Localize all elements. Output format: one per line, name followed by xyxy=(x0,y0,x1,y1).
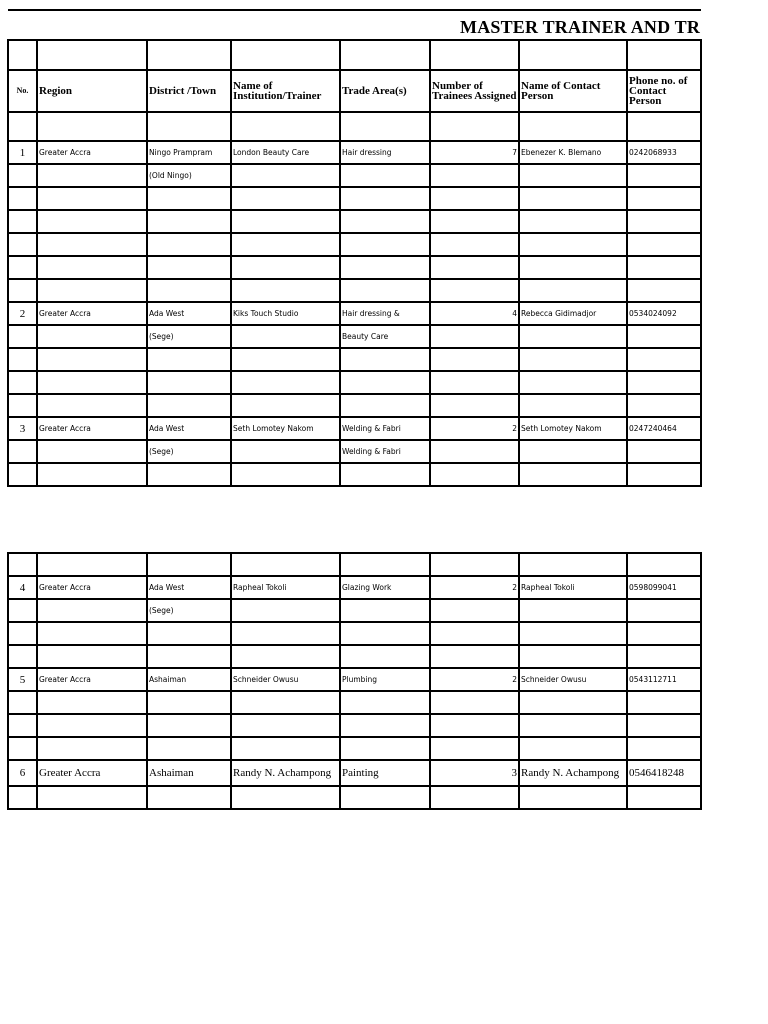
row-phone[interactable]: 0546418248 xyxy=(627,760,701,786)
row-district[interactable]: Ada West xyxy=(147,576,231,599)
cell[interactable] xyxy=(430,187,519,210)
cell[interactable] xyxy=(231,348,340,371)
cell[interactable] xyxy=(8,394,37,417)
row-trainees[interactable]: 2 xyxy=(430,417,519,440)
cell[interactable] xyxy=(519,371,627,394)
table-row xyxy=(8,576,701,599)
cell[interactable] xyxy=(37,112,147,141)
blank-row xyxy=(8,256,701,279)
cell[interactable] xyxy=(8,622,37,645)
cell[interactable] xyxy=(340,691,430,714)
row-trade[interactable]: Welding & Fabri xyxy=(340,417,430,440)
cell[interactable] xyxy=(340,40,430,70)
table-row xyxy=(8,141,701,164)
cell[interactable] xyxy=(231,737,340,760)
cell[interactable] xyxy=(37,599,147,622)
cell[interactable] xyxy=(519,210,627,233)
cell[interactable] xyxy=(627,164,701,187)
cell[interactable] xyxy=(231,371,340,394)
header-district: District /Town xyxy=(147,70,231,112)
cell[interactable] xyxy=(37,394,147,417)
cell[interactable] xyxy=(430,622,519,645)
row-contact[interactable]: Ebenezer K. Blemano xyxy=(519,141,627,164)
cell[interactable] xyxy=(231,112,340,141)
cell[interactable] xyxy=(147,279,231,302)
cell[interactable] xyxy=(519,737,627,760)
cell[interactable] xyxy=(231,440,340,463)
cell[interactable] xyxy=(8,371,37,394)
row-region[interactable]: Greater Accra xyxy=(37,576,147,599)
row-contact[interactable]: Rapheal Tokoli xyxy=(519,576,627,599)
cell[interactable] xyxy=(340,553,430,576)
cell[interactable] xyxy=(519,187,627,210)
cell[interactable] xyxy=(519,164,627,187)
cell[interactable] xyxy=(519,622,627,645)
cell[interactable] xyxy=(8,348,37,371)
row-trade[interactable]: Glazing Work xyxy=(340,576,430,599)
cell[interactable] xyxy=(37,691,147,714)
table-row xyxy=(8,164,701,187)
row-phone[interactable]: 0242068933 xyxy=(627,141,701,164)
cell[interactable] xyxy=(231,553,340,576)
cell[interactable] xyxy=(627,325,701,348)
blank-row xyxy=(8,737,701,760)
trainer-table-top xyxy=(7,9,702,487)
row-region[interactable]: Greater Accra xyxy=(37,141,147,164)
cell[interactable] xyxy=(430,394,519,417)
cell[interactable] xyxy=(340,187,430,210)
cell[interactable] xyxy=(430,714,519,737)
row-trainees[interactable]: 7 xyxy=(430,141,519,164)
cell[interactable] xyxy=(8,691,37,714)
cell[interactable] xyxy=(37,348,147,371)
cell[interactable] xyxy=(627,714,701,737)
row-institution[interactable]: Kiks Touch Studio xyxy=(231,302,340,325)
cell[interactable] xyxy=(519,325,627,348)
sheet-title: MASTER TRAINER AND TR xyxy=(460,16,701,37)
cell[interactable] xyxy=(627,691,701,714)
cell[interactable] xyxy=(37,279,147,302)
cell[interactable] xyxy=(231,394,340,417)
cell[interactable] xyxy=(340,645,430,668)
cell[interactable] xyxy=(37,210,147,233)
cell[interactable] xyxy=(231,187,340,210)
cell[interactable] xyxy=(430,599,519,622)
cell[interactable] xyxy=(231,233,340,256)
cell[interactable] xyxy=(8,112,37,141)
cell[interactable] xyxy=(231,691,340,714)
cell[interactable] xyxy=(8,325,37,348)
cell[interactable] xyxy=(627,40,701,70)
cell[interactable] xyxy=(430,112,519,141)
row-no[interactable]: 6 xyxy=(8,760,37,786)
table-row xyxy=(8,760,701,786)
cell[interactable] xyxy=(8,256,37,279)
cell[interactable] xyxy=(147,112,231,141)
cell[interactable] xyxy=(430,786,519,809)
cell[interactable] xyxy=(231,210,340,233)
cell[interactable] xyxy=(340,348,430,371)
cell[interactable] xyxy=(147,786,231,809)
cell[interactable] xyxy=(519,691,627,714)
cell[interactable] xyxy=(340,279,430,302)
blank-row xyxy=(8,40,701,70)
header-institution: Name of Institution/Trainer xyxy=(231,70,340,112)
cell[interactable] xyxy=(627,256,701,279)
cell[interactable] xyxy=(231,256,340,279)
blank-row xyxy=(8,553,701,576)
row-institution[interactable]: London Beauty Care xyxy=(231,141,340,164)
cell[interactable] xyxy=(430,40,519,70)
cell[interactable] xyxy=(430,691,519,714)
cell[interactable] xyxy=(37,737,147,760)
cell[interactable] xyxy=(37,325,147,348)
row-contact[interactable]: Seth Lomotey Nakom xyxy=(519,417,627,440)
cell[interactable] xyxy=(627,553,701,576)
cell[interactable] xyxy=(37,164,147,187)
cell[interactable] xyxy=(147,256,231,279)
cell[interactable] xyxy=(37,440,147,463)
cell[interactable] xyxy=(430,325,519,348)
cell[interactable] xyxy=(231,40,340,70)
cell[interactable] xyxy=(231,599,340,622)
blank-row xyxy=(8,348,701,371)
row-contact[interactable]: Randy N. Achampong xyxy=(519,760,627,786)
cell[interactable] xyxy=(8,737,37,760)
blank-row xyxy=(8,187,701,210)
blank-row xyxy=(8,622,701,645)
cell[interactable] xyxy=(340,737,430,760)
cell[interactable] xyxy=(340,164,430,187)
row-trade-continued[interactable]: Beauty Care xyxy=(340,325,430,348)
blank-row xyxy=(8,210,701,233)
row-trainees[interactable]: 2 xyxy=(430,576,519,599)
cell[interactable] xyxy=(340,714,430,737)
cell[interactable] xyxy=(340,210,430,233)
cell[interactable] xyxy=(37,187,147,210)
cell[interactable] xyxy=(340,463,430,486)
cell[interactable] xyxy=(37,553,147,576)
cell[interactable] xyxy=(519,786,627,809)
blank-row xyxy=(8,691,701,714)
row-trainees[interactable]: 4 xyxy=(430,302,519,325)
cell[interactable] xyxy=(231,714,340,737)
cell[interactable] xyxy=(627,210,701,233)
cell[interactable] xyxy=(430,440,519,463)
row-institution[interactable]: Schneider Owusu xyxy=(231,668,340,691)
header-no: No. xyxy=(8,70,37,112)
cell[interactable] xyxy=(627,394,701,417)
header-region: Region xyxy=(37,70,147,112)
cell[interactable] xyxy=(37,40,147,70)
row-district[interactable]: Ashaiman xyxy=(147,668,231,691)
row-trade[interactable]: Plumbing xyxy=(340,668,430,691)
cell[interactable] xyxy=(147,622,231,645)
row-region[interactable]: Greater Accra xyxy=(37,417,147,440)
cell[interactable] xyxy=(147,210,231,233)
blank-row xyxy=(8,463,701,486)
blank-row xyxy=(8,112,701,141)
cell[interactable] xyxy=(627,737,701,760)
cell[interactable] xyxy=(147,394,231,417)
row-no[interactable]: 1 xyxy=(8,141,37,164)
row-institution[interactable]: Randy N. Achampong xyxy=(231,760,340,786)
row-trade-continued[interactable]: Welding & Fabri xyxy=(340,440,430,463)
table-row xyxy=(8,302,701,325)
cell[interactable] xyxy=(37,786,147,809)
row-no[interactable]: 2 xyxy=(8,302,37,325)
row-phone[interactable]: 0598099041 xyxy=(627,576,701,599)
cell[interactable] xyxy=(519,599,627,622)
cell[interactable] xyxy=(519,463,627,486)
table-row xyxy=(8,599,701,622)
cell[interactable] xyxy=(8,279,37,302)
cell[interactable] xyxy=(430,256,519,279)
row-phone[interactable]: 0534024092 xyxy=(627,302,701,325)
cell[interactable] xyxy=(231,786,340,809)
cell[interactable] xyxy=(37,233,147,256)
row-district-continued[interactable]: (Sege) xyxy=(147,440,231,463)
cell[interactable] xyxy=(430,645,519,668)
cell[interactable] xyxy=(430,348,519,371)
cell[interactable] xyxy=(519,233,627,256)
cell[interactable] xyxy=(147,463,231,486)
row-trade[interactable]: Hair dressing xyxy=(340,141,430,164)
cell[interactable] xyxy=(37,463,147,486)
cell[interactable] xyxy=(430,463,519,486)
cell[interactable] xyxy=(8,599,37,622)
row-district-continued[interactable]: (Old Ningo) xyxy=(147,164,231,187)
cell[interactable] xyxy=(8,210,37,233)
cell[interactable] xyxy=(37,714,147,737)
row-trainees[interactable]: 3 xyxy=(430,760,519,786)
cell[interactable] xyxy=(430,371,519,394)
cell[interactable] xyxy=(627,463,701,486)
row-phone[interactable]: 0247240464 xyxy=(627,417,701,440)
row-region[interactable]: Greater Accra xyxy=(37,668,147,691)
cell[interactable] xyxy=(37,645,147,668)
cell[interactable] xyxy=(430,210,519,233)
header-contact: Name of Contact Person xyxy=(519,70,627,112)
table-row xyxy=(8,440,701,463)
cell[interactable] xyxy=(147,691,231,714)
cell[interactable] xyxy=(340,112,430,141)
blank-row xyxy=(8,394,701,417)
row-district-continued[interactable]: (Sege) xyxy=(147,325,231,348)
row-trade[interactable]: Hair dressing & xyxy=(340,302,430,325)
cell[interactable] xyxy=(8,40,37,70)
blank-row xyxy=(8,279,701,302)
row-no[interactable]: 4 xyxy=(8,576,37,599)
cell[interactable] xyxy=(37,256,147,279)
header-trade: Trade Area(s) xyxy=(340,70,430,112)
row-district[interactable]: Ningo Prampram xyxy=(147,141,231,164)
row-no[interactable]: 5 xyxy=(8,668,37,691)
cell[interactable] xyxy=(8,164,37,187)
cell[interactable] xyxy=(519,279,627,302)
cell[interactable] xyxy=(340,786,430,809)
blank-row xyxy=(8,786,701,809)
cell[interactable] xyxy=(340,622,430,645)
cell[interactable] xyxy=(519,348,627,371)
cell[interactable] xyxy=(627,440,701,463)
cell[interactable] xyxy=(340,394,430,417)
row-phone[interactable]: 0543112711 xyxy=(627,668,701,691)
header-trainees: Number of Trainees Assigned xyxy=(430,70,519,112)
title-row xyxy=(8,10,701,40)
cell[interactable] xyxy=(8,187,37,210)
row-contact[interactable]: Schneider Owusu xyxy=(519,668,627,691)
cell[interactable] xyxy=(147,40,231,70)
cell[interactable] xyxy=(8,645,37,668)
cell[interactable] xyxy=(519,440,627,463)
row-district-continued[interactable]: (Sege) xyxy=(147,599,231,622)
row-contact[interactable]: Rebecca Gidimadjor xyxy=(519,302,627,325)
cell[interactable] xyxy=(519,256,627,279)
cell[interactable] xyxy=(519,40,627,70)
cell[interactable] xyxy=(430,164,519,187)
cell[interactable] xyxy=(627,599,701,622)
cell[interactable] xyxy=(430,553,519,576)
cell[interactable] xyxy=(8,553,37,576)
cell[interactable] xyxy=(340,599,430,622)
cell[interactable] xyxy=(627,233,701,256)
cell[interactable] xyxy=(519,645,627,668)
cell[interactable] xyxy=(147,348,231,371)
cell[interactable] xyxy=(231,279,340,302)
header-row xyxy=(8,70,701,112)
row-region[interactable]: Greater Accra xyxy=(37,760,147,786)
cell[interactable] xyxy=(8,440,37,463)
cell[interactable] xyxy=(340,256,430,279)
cell[interactable] xyxy=(231,622,340,645)
cell[interactable] xyxy=(430,233,519,256)
cell[interactable] xyxy=(8,463,37,486)
row-district[interactable]: Ada West xyxy=(147,302,231,325)
cell[interactable] xyxy=(627,279,701,302)
cell[interactable] xyxy=(519,394,627,417)
cell[interactable] xyxy=(231,645,340,668)
table-row xyxy=(8,325,701,348)
cell[interactable] xyxy=(627,786,701,809)
row-institution[interactable]: Seth Lomotey Nakom xyxy=(231,417,340,440)
cell[interactable] xyxy=(627,112,701,141)
cell[interactable] xyxy=(519,553,627,576)
blank-row xyxy=(8,714,701,737)
blank-row xyxy=(8,233,701,256)
cell[interactable] xyxy=(37,622,147,645)
row-region[interactable]: Greater Accra xyxy=(37,302,147,325)
cell[interactable] xyxy=(231,325,340,348)
cell[interactable] xyxy=(627,187,701,210)
cell[interactable] xyxy=(519,112,627,141)
row-institution[interactable]: Rapheal Tokoli xyxy=(231,576,340,599)
row-trainees[interactable]: 2 xyxy=(430,668,519,691)
header-phone: Phone no. of Contact Person xyxy=(627,70,701,112)
cell[interactable] xyxy=(340,371,430,394)
trainer-table-bottom xyxy=(7,552,702,810)
cell[interactable] xyxy=(340,233,430,256)
cell[interactable] xyxy=(430,737,519,760)
cell[interactable] xyxy=(8,714,37,737)
blank-row xyxy=(8,645,701,668)
cell[interactable] xyxy=(147,187,231,210)
cell[interactable] xyxy=(147,371,231,394)
cell[interactable] xyxy=(37,371,147,394)
cell[interactable] xyxy=(231,463,340,486)
cell[interactable] xyxy=(231,164,340,187)
cell[interactable] xyxy=(147,233,231,256)
cell[interactable] xyxy=(8,233,37,256)
cell[interactable] xyxy=(147,645,231,668)
cell[interactable] xyxy=(8,786,37,809)
table-row xyxy=(8,417,701,440)
cell[interactable] xyxy=(627,348,701,371)
cell[interactable] xyxy=(147,737,231,760)
row-district[interactable]: Ashaiman xyxy=(147,760,231,786)
cell[interactable] xyxy=(627,645,701,668)
table-row xyxy=(8,668,701,691)
row-no[interactable]: 3 xyxy=(8,417,37,440)
cell[interactable] xyxy=(519,714,627,737)
cell[interactable] xyxy=(147,714,231,737)
row-district[interactable]: Ada West xyxy=(147,417,231,440)
cell[interactable] xyxy=(627,622,701,645)
cell[interactable] xyxy=(147,553,231,576)
cell[interactable] xyxy=(627,371,701,394)
cell[interactable] xyxy=(430,279,519,302)
row-trade[interactable]: Painting xyxy=(340,760,430,786)
blank-row xyxy=(8,371,701,394)
